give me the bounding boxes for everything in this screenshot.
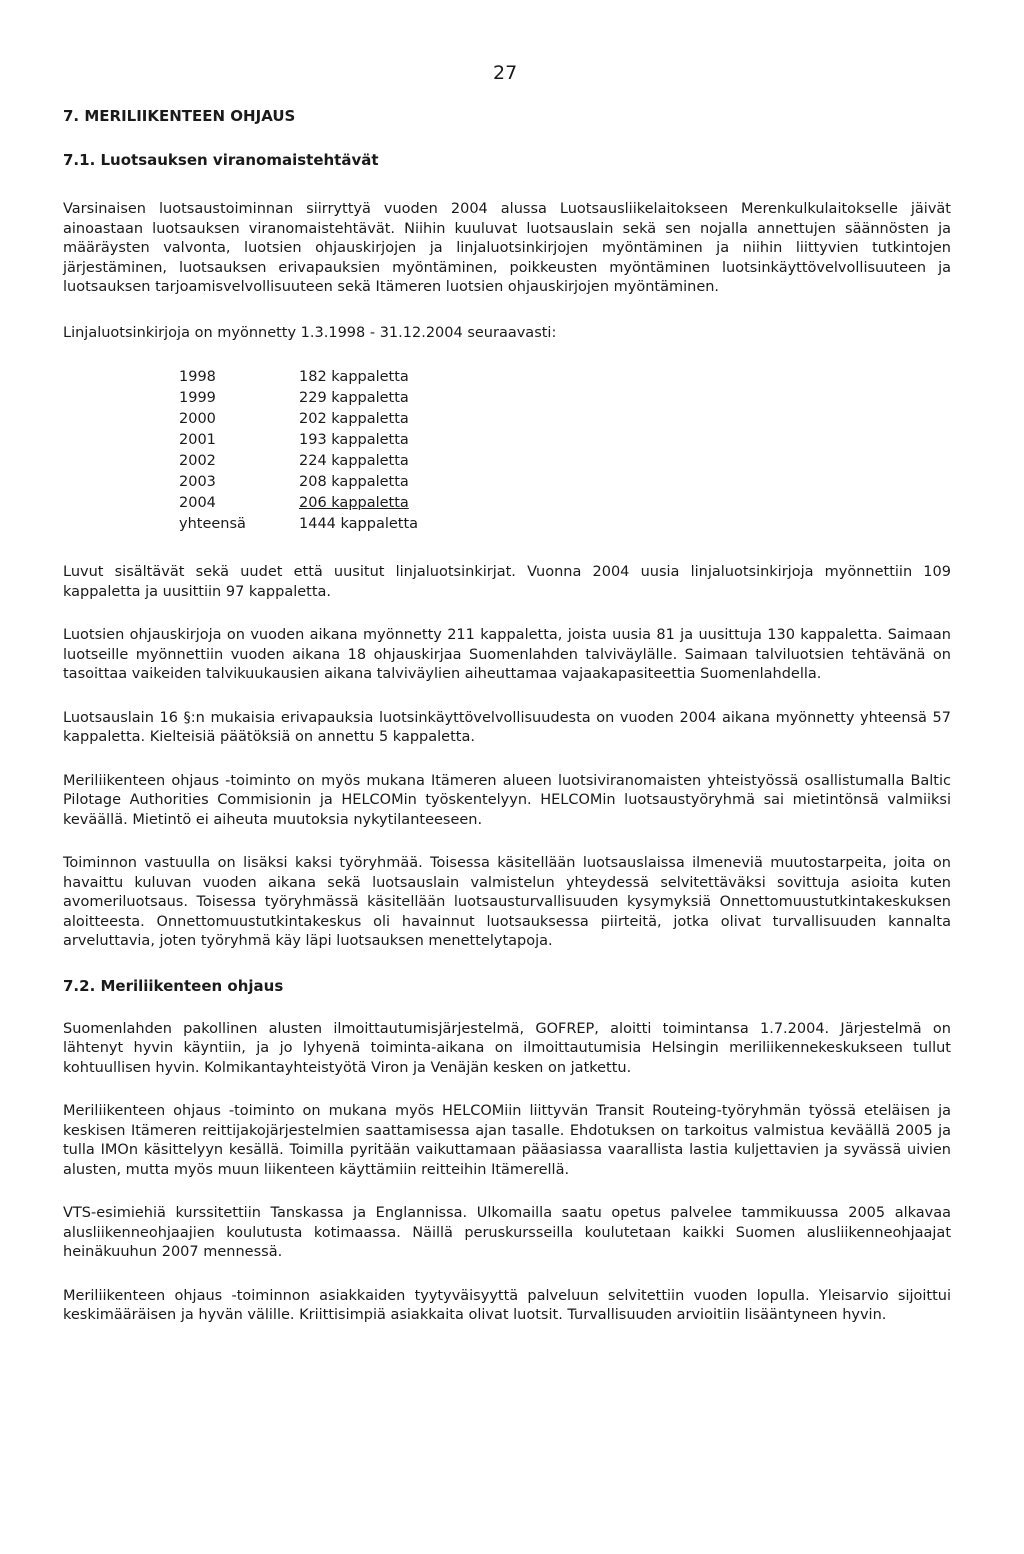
table-cell-year: 1998 <box>179 369 216 385</box>
paragraph-asiakastyytyvaisyys: Meriliikenteen ohjaus -toiminnon asiakkaiden tyytyväisyyttä palveluun selvitettiin vuoden lopulla. Yleisarvio sijoittui keskimääräisen ja hyvän välille. Kriittisimpiä asiakkaita olivat luotsit. Turvallisuuden arvioitiin lisääntyneen hyvin. <box>63 1287 951 1323</box>
table-row <box>179 430 418 451</box>
paragraph-erivapaudet: Luotsauslain 16 §:n mukaisia erivapauksia luotsinkäyttövelvollisuudesta on vuoden 2004 aikana myönnetty yhteensä 57 kappaletta. Kielteisiä päätöksiä on annettu 5 kappaletta. <box>63 709 951 745</box>
paragraph-vts-koulutus: VTS-esimiehiä kurssitettiin Tanskassa ja Englannissa. Ulkomailla saatu opetus palvelee tammikuussa 2005 alkavaa alusliikenneohjaajien koulutusta kotimaassa. Näillä peruskursseilla koulutetaan kaikki Suomen alusliikenneohjaajat heinäkuuhun 2007 mennessä. <box>63 1205 951 1260</box>
table-row <box>179 472 418 493</box>
table-cell-count: 229 kappaletta <box>299 390 409 406</box>
paragraph-transit-routeing: Meriliikenteen ohjaus -toiminto on mukana myös HELCOMiin liittyvän Transit Routeing-työryhmän työssä eteläisen ja keskisen Itämeren reittijakojärjestelmien saattamisessa ajan tasalle. Ehdotuksen on tarkoitus valmistua keväällä 2005 ja tulla IMOn käsittelyyn kesällä. Toimilla pyritään vaikuttamaan pääasiassa vaarallista lastia kuljettavien ja syvässä uivien alusten, mutta myös muun liikenteen käyttämiin reitteihin Itämerellä. <box>63 1103 951 1178</box>
table-row <box>179 388 418 409</box>
table-cell-year: 2004 <box>179 495 216 511</box>
page-number: 27 <box>493 62 518 84</box>
table-cell-count: 206 kappaletta <box>299 495 409 511</box>
table-cell-year: 2003 <box>179 474 216 490</box>
paragraph-yhteistyo: Meriliikenteen ohjaus -toiminto on myös mukana Itämeren alueen luotsiviranomaisten yhteistyössä osallistumalla Baltic Pilotage Authorities Commisionin ja HELCOMin työskentelyyn. HELCOMin luotsaustyöryhmä sai mietintönsä valmiiksi keväällä. Mietintö ei aiheuta muutoksia nykytilanteeseen. <box>63 772 951 828</box>
paragraph-tyoryhmat: Toiminnon vastuulla on lisäksi kaksi työryhmää. Toisessa käsitellään luotsauslaissa ilmeneviä muutostarpeita, joita on havaittu kuluvan vuoden aikana sekä luotsauslain valmistelun yhteydessä selvitettäväksi sovittuja asioita kuten avomeriluotsaus. Toisessa työryhmässä käsitellään luotsausturvallisuuden kysymyksiä Onnettomuustutkintakeskuksen aloitteesta. Onnettomuustutkintakeskus oli havainnut luotsauksessa piirteitä, jotka olivat turvallisuuden kannalta arveluttavia, joten työryhmä käy läpi luotsauksen menettelytapoja. <box>63 855 951 949</box>
table-row <box>179 409 418 430</box>
table-cell-year: 2002 <box>179 453 216 469</box>
table-cell-count: 182 kappaletta <box>299 369 409 385</box>
section-title: 7. MERILIIKENTEEN OHJAUS <box>63 107 296 125</box>
license-table <box>179 367 418 535</box>
subsection-title-7-2: 7.2. Meriliikenteen ohjaus <box>63 976 284 995</box>
table-total-count: 1444 kappaletta <box>299 516 419 532</box>
paragraph-viranomaistehtavat: Varsinaisen luotsaustoiminnan siirryttyä vuoden 2004 alussa Luotsausliikelaitokseen Merenkulkulaitokselle jäivät ainoastaan luotsauksen viranomaistehtävät. Niihin kuuluvat luotsauslain sekä sen nojalla annettujen säännösten ja määräysten valvonta, luotsien ohjauskirjojen ja linjaluotsinkirjojen myöntäminen ja niihin liittyvien tutkintojen järjestäminen, luotsauksen erivapauksien myöntäminen, poikkeusten myöntäminen luotsinkäyttövelvollisuuteen ja luotsauksen tarjoamisvelvollisuuteen sekä Itämeren luotsien ohjauskirjojen myöntäminen. <box>63 201 951 295</box>
table-cell-year: 2000 <box>179 411 216 427</box>
document-body <box>63 106 951 1345</box>
paragraph-gofrep: Suomenlahden pakollinen alusten ilmoittautumisjärjestelmä, GOFREP, aloitti toimintansa 1.7.2004. Järjestelmä on lähtenyt hyvin käyntiin, ja jo lyhyenä toiminta-aikana on ilmoittautumisia Helsingin meriliikennekeskukseen tullut kohtuullisen hyvin. Kolmikantayhteistyötä Viron ja Venäjän kesken on jatkettu. <box>63 1020 951 1076</box>
table-total-label: yhteensä <box>179 516 246 532</box>
subsection-title-7-1: 7.1. Luotsauksen viranomaistehtävät <box>63 151 379 169</box>
table-row <box>179 367 418 388</box>
table-cell-year: 1999 <box>179 390 216 406</box>
table-cell-year: 2001 <box>179 432 216 448</box>
paragraph-luvut: Luvut sisältävät sekä uudet että uusitut linjaluotsinkirjat. Vuonna 2004 uusia linjaluotsinkirjoja myönnettiin 109 kappaletta ja uusittiin 97 kappaletta. <box>63 564 951 600</box>
table-row <box>179 451 418 472</box>
table-row <box>179 493 418 514</box>
paragraph-linjaluotsinkirjat-intro: Linjaluotsinkirjoja on myönnetty 1.3.1998 - 31.12.2004 seuraavasti: <box>63 324 557 341</box>
table-cell-count: 193 kappaletta <box>299 432 409 448</box>
table-cell-count: 224 kappaletta <box>299 453 409 469</box>
table-cell-count: 208 kappaletta <box>299 474 409 490</box>
paragraph-ohjauskirjat: Luotsien ohjauskirjoja on vuoden aikana myönnetty 211 kappaletta, joista uusia 81 ja uusittuja 130 kappaletta. Saimaan luotseille myönnettiin vuoden aikana 18 ohjauskirjaa Suomenlahden talviväylälle. Saimaan talviluotsien tehtävänä on tasoittaa vaikeiden talvikuukausien aikana talviväylien aiheuttamaa vajaakapasiteettia Suomenlahdella. <box>63 627 951 682</box>
table-total-row <box>179 514 418 535</box>
table-cell-count: 202 kappaletta <box>299 411 409 427</box>
